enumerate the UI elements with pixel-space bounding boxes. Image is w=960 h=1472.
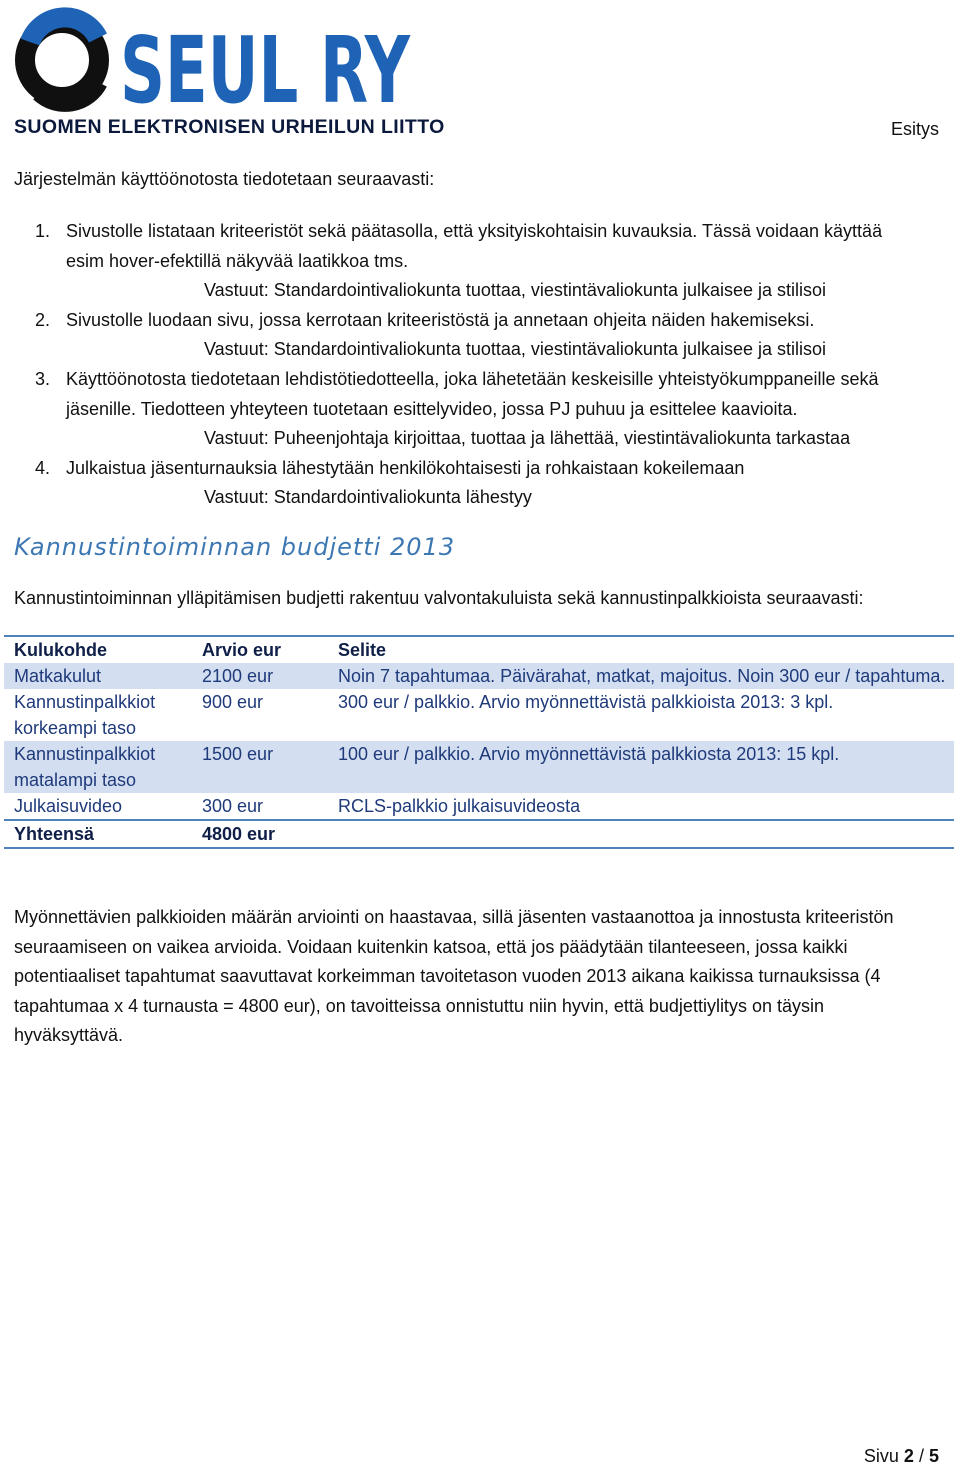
table-cell: 1500 eur <box>192 741 328 793</box>
table-cell: Noin 7 tapahtumaa. Päivärahat, matkat, majoitus. Noin 300 eur / tapahtuma. <box>328 663 954 689</box>
step-responsibility: Vastuut: Standardointivaliokunta tuottaa, viestintävaliokunta julkaisee ja stilisoi <box>204 339 827 360</box>
steps-list <box>0 217 960 513</box>
budget-table <box>4 635 954 849</box>
table-cell: Kannustinpalkkiot matalampi taso <box>4 741 192 793</box>
list-item <box>0 306 960 365</box>
logo-subtitle: SUOMEN ELEKTRONISEN URHEILUN LIITTO <box>14 116 445 138</box>
step-number: 2. <box>34 309 50 330</box>
page-current: 2 <box>903 1446 914 1466</box>
step-responsibility: Vastuut: Standardointivaliokunta tuottaa, viestintävaliokunta julkaisee ja stilisoi <box>204 280 827 301</box>
table-row <box>4 793 954 820</box>
column-header: Arvio eur <box>202 640 282 660</box>
logo-ring-icon <box>25 17 99 101</box>
logo-text: SEUL RY <box>120 17 411 124</box>
step-text: Käyttöönotosta tiedotetaan lehdistötiedotteella, joka lähetetään keskeisille yhteistyökumppaneille sekä jäsenille. Tiedotteen yhteyteen tuotetaan esittelyvideo, jossa PJ puhuu ja esittelee kaavioita. <box>66 368 879 419</box>
page-separator: / <box>918 1446 924 1466</box>
step-text: Sivustolle luodaan sivu, jossa kerrotaan kriteeristöstä ja annetaan ohjeita näiden hakemiseksi. <box>66 309 815 330</box>
list-item <box>0 454 960 513</box>
table-header-row <box>4 636 954 663</box>
step-number: 4. <box>34 457 50 478</box>
step-number: 1. <box>34 221 50 241</box>
table-cell: Matkakulut <box>4 663 192 689</box>
step-responsibility: Vastuut: Standardointivaliokunta lähestyy <box>204 487 532 508</box>
table-cell: Julkaisuvideo <box>14 796 123 816</box>
table-cell: 300 eur / palkkio. Arvio myönnettävistä palkkioista 2013: 3 kpl. <box>338 692 834 712</box>
table-cell: RCLS-palkkio julkaisuvideosta <box>338 796 581 816</box>
column-header: Kulukohde <box>14 640 107 660</box>
step-text: Julkaistua jäsenturnauksia lähestytään henkilökohtaisesti ja rohkaistaan kokeilemaan <box>66 457 745 478</box>
table-cell: 2100 eur <box>192 663 328 689</box>
table-cell: 100 eur / palkkio. Arvio myönnettävistä palkkiosta 2013: 15 kpl. <box>328 741 954 793</box>
table-cell <box>328 820 954 848</box>
step-responsibility: Vastuut: Puheenjohtaja kirjoittaa, tuottaa ja lähettää, viestintävaliokunta tarkastaa <box>204 428 851 449</box>
page-total: 5 <box>928 1446 939 1466</box>
table-total-row <box>4 820 954 848</box>
table-row <box>4 741 954 793</box>
page-prefix: Sivu <box>863 1446 899 1466</box>
page-number <box>864 1446 939 1467</box>
step-number: 3. <box>34 368 50 389</box>
list-item <box>0 217 960 306</box>
list-item <box>0 365 960 454</box>
table-cell: 900 eur <box>202 692 264 712</box>
column-header: Selite <box>338 640 387 660</box>
budget-intro: Kannustintoiminnan ylläpitämisen budjetti rakentuu valvontakuluista sekä kannustinpalkkioista seuraavasti: <box>14 588 864 608</box>
step-text: Sivustolle listataan kriteeristöt sekä päätasolla, että yksityiskohtaisin kuvauksia. Tässä voidaan käyttää esim hover-efektillä näkyvää laatikkoa tms. <box>66 221 883 271</box>
total-value: 4800 eur <box>192 820 328 848</box>
table-cell: Kannustinpalkkiot korkeampi taso <box>14 692 156 738</box>
total-label: Yhteensä <box>4 820 192 848</box>
intro-paragraph: Järjestelmän käyttöönotosta tiedotetaan seuraavasti: <box>14 169 435 189</box>
table-cell: 300 eur <box>202 796 264 816</box>
document-type-label: Esitys <box>890 119 939 139</box>
section-heading: Kannustintoiminnan budjetti 2013 <box>14 533 456 561</box>
table-row <box>4 663 954 689</box>
page-header <box>0 0 960 150</box>
conclusion-paragraph: Myönnettävien palkkioiden määrän arviointi on haastavaa, sillä jäsenten vastaanottoa ja innostusta kriteeristön seuraamiseen on vaikea arvioida. Voidaan kuitenkin katsoa, että jos päädytään tilanteeseen, jossa kaikki potentiaaliset tapahtumat saavuttavat korkeimman tavoitetason vuoden 2013 aikana kaikissa turnauksissa (4 tapahtumaa x 4 turnausta = 4800 eur), on tavoitteissa onnistuttu niin hyvin, että budjettiylitys on täysin hyväksyttävä. <box>14 907 894 1046</box>
table-row <box>4 689 954 741</box>
